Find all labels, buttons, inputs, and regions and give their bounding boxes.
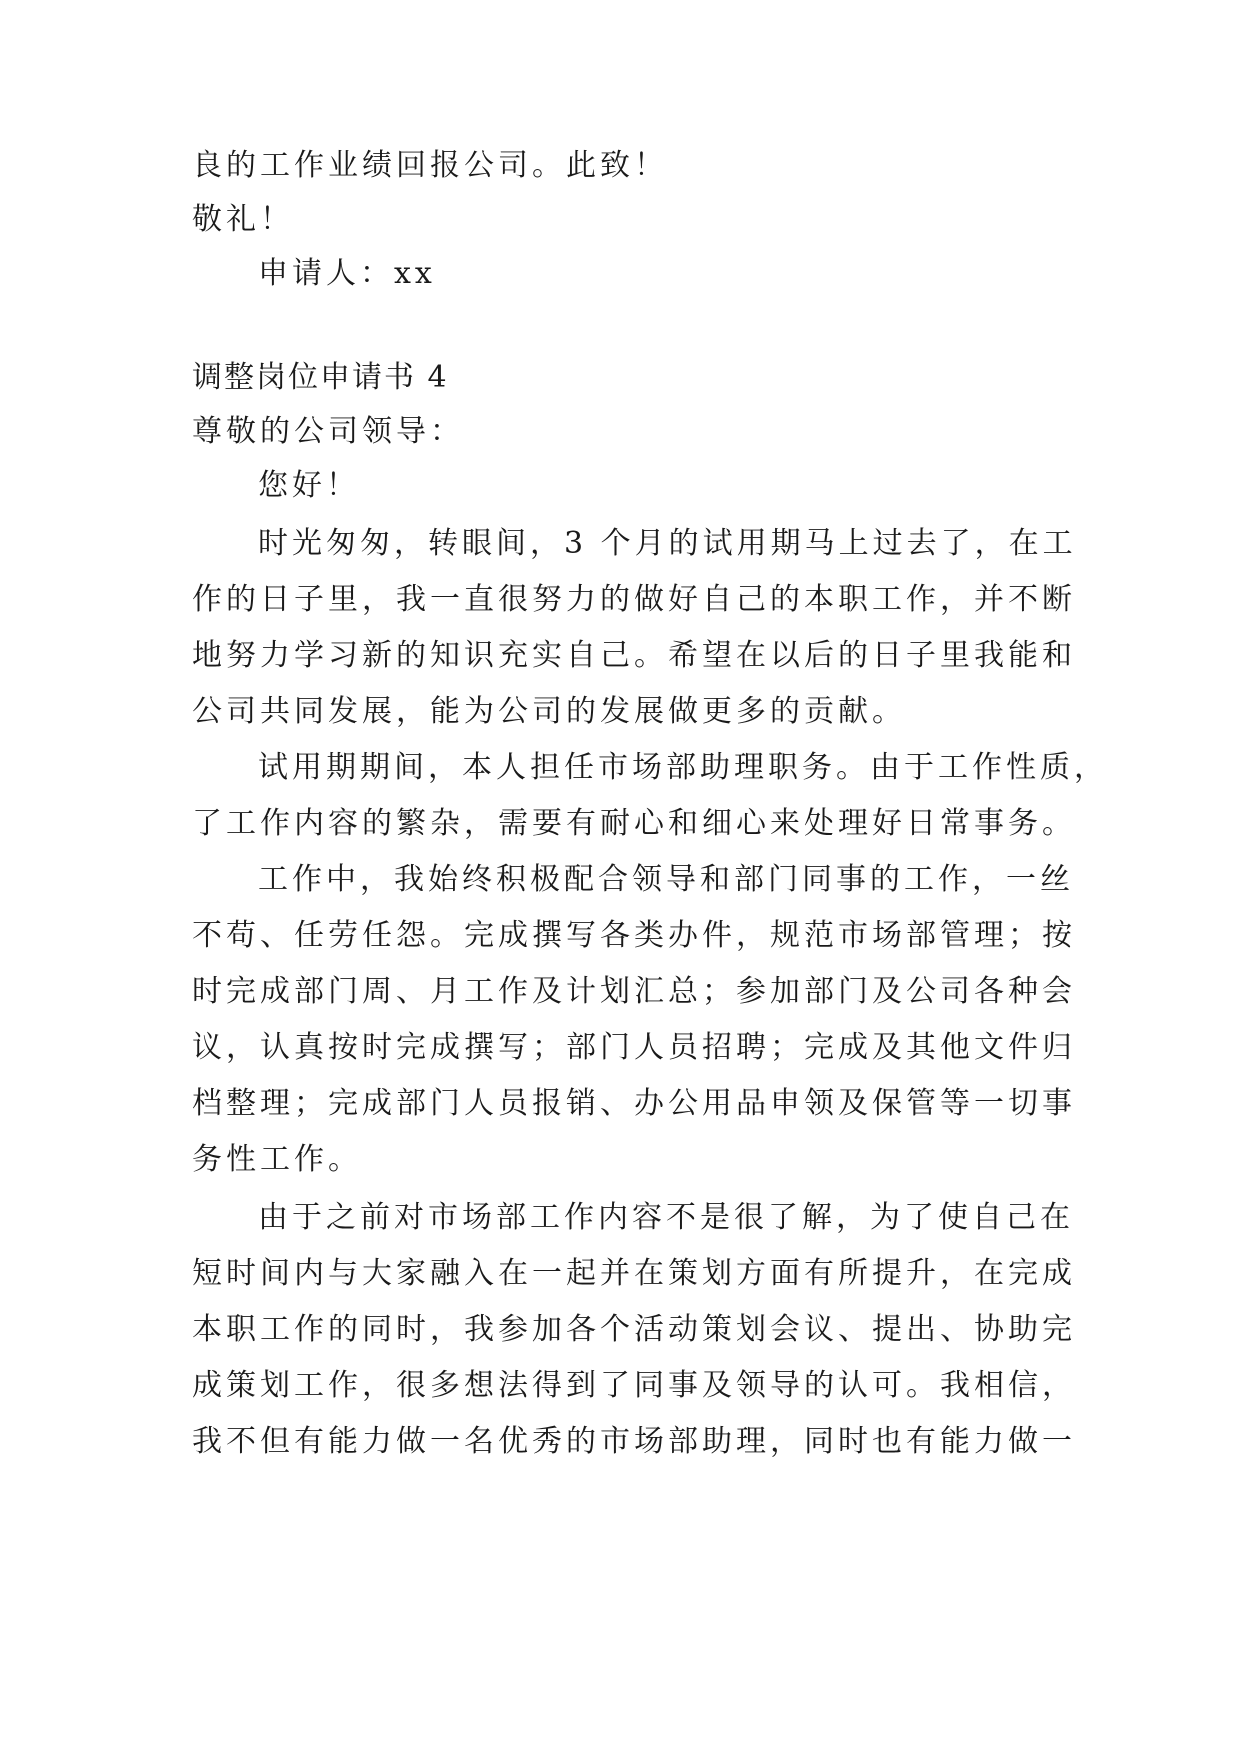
paragraph-line: 本职工作的同时，我参加各个活动策划会议、提出、协助完	[192, 1312, 1076, 1347]
paragraph-line: 了工作内容的繁杂，需要有耐心和细心来处理好日常事务。	[192, 806, 1076, 841]
paragraph-line: 档整理；完成部门人员报销、办公用品申领及保管等一切事	[192, 1086, 1076, 1121]
paragraph-line: 试用期期间，本人担任市场部助理职务。由于工作性质，	[258, 750, 1108, 785]
signature: 申请人：xx	[258, 256, 436, 291]
paragraph-line: 公司共同发展，能为公司的发展做更多的贡献。	[192, 694, 906, 729]
paragraph-line: 议，认真按时完成撰写；部门人员招聘；完成及其他文件归	[192, 1030, 1076, 1065]
paragraph-line: 由于之前对市场部工作内容不是很了解，为了使自己在	[258, 1200, 1074, 1235]
closing-line: 良的工作业绩回报公司。此致！	[192, 148, 668, 183]
salutation-end: 敬礼！	[192, 202, 294, 237]
paragraph-line: 时完成部门周、月工作及计划汇总；参加部门及公司各种会	[192, 974, 1076, 1009]
paragraph-line: 作的日子里，我一直很努力的做好自己的本职工作，并不断	[192, 582, 1076, 617]
section-title: 调整岗位申请书 4	[192, 360, 449, 395]
paragraph-line: 地努力学习新的知识充实自己。希望在以后的日子里我能和	[192, 638, 1076, 673]
recipient: 尊敬的公司领导：	[192, 414, 464, 449]
paragraph-line: 务性工作。	[192, 1142, 362, 1177]
paragraph-line: 短时间内与大家融入在一起并在策划方面有所提升，在完成	[192, 1256, 1076, 1291]
paragraph-line: 不苟、任劳任怨。完成撰写各类办件，规范市场部管理；按	[192, 918, 1076, 953]
greeting: 您好！	[258, 468, 360, 503]
paragraph-line: 工作中，我始终积极配合领导和部门同事的工作，一丝	[258, 862, 1074, 897]
paragraph-line: 成策划工作，很多想法得到了同事及领导的认可。我相信，	[192, 1368, 1076, 1403]
paragraph-line: 我不但有能力做一名优秀的市场部助理，同时也有能力做一	[192, 1424, 1076, 1459]
paragraph-line: 时光匆匆，转眼间，3 个月的试用期马上过去了，在工	[258, 526, 1077, 561]
